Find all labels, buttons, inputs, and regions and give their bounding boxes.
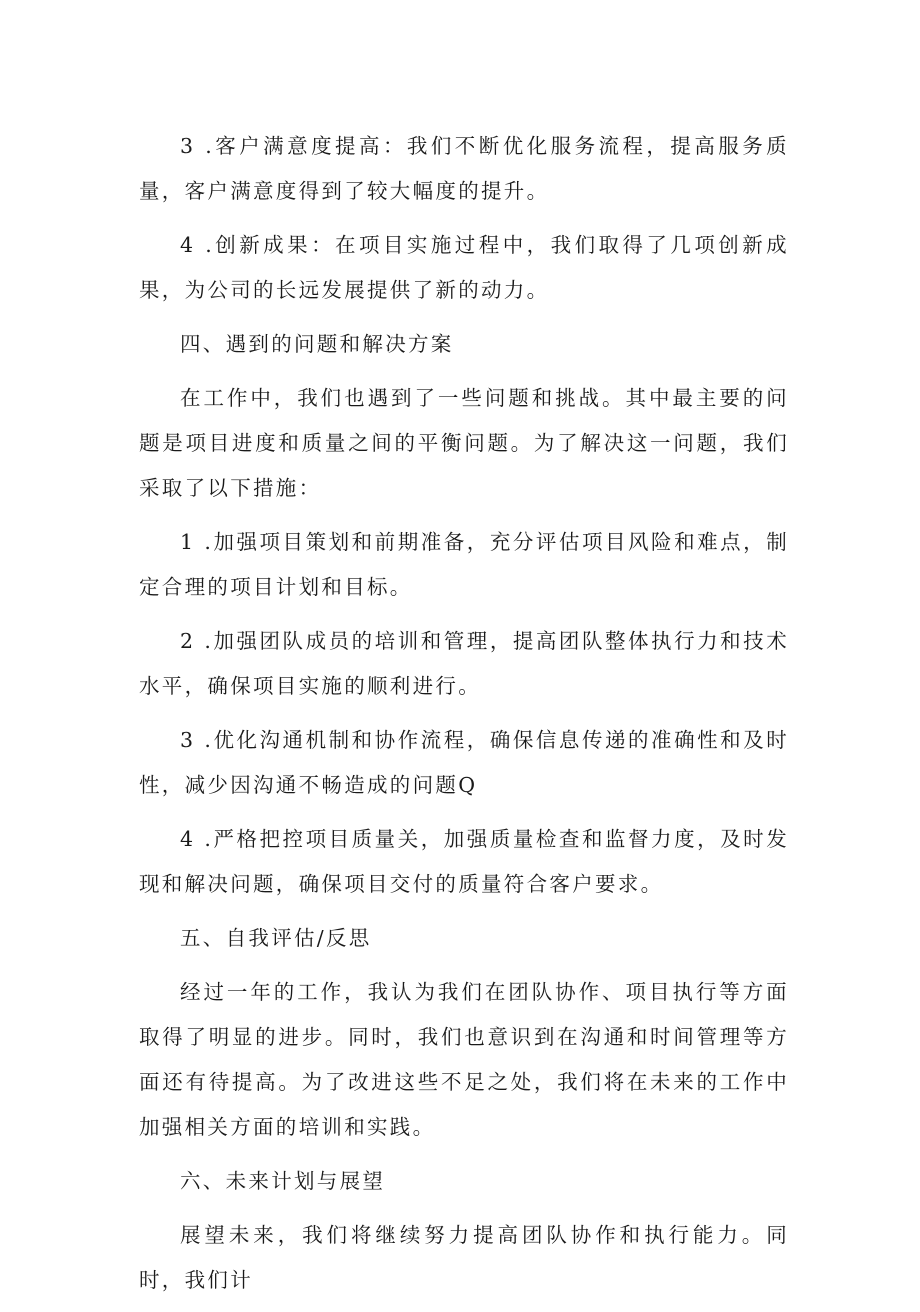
paragraph-problems-intro: 在工作中，我们也遇到了一些问题和挑战。其中最主要的问题是项目进度和质量之间的平衡问题。为了解决这一问题，我们采取了以下措施： (139, 386, 789, 500)
document-body (139, 124, 789, 1312)
paragraph-measure-3: 3 .优化沟通机制和协作流程，确保信息传递的准确性和及时性，减少因沟通不畅造成的问题Q (139, 728, 789, 797)
paragraph-future-plans: 展望未来，我们将继续努力提高团队协作和执行能力。同时，我们计 (139, 1223, 789, 1292)
section-heading-self-evaluation: 五、自我评估/反思 (180, 926, 372, 950)
paragraph-self-evaluation: 经过一年的工作，我认为我们在团队协作、项目执行等方面取得了明显的进步。同时，我们也意识到在沟通和时间管理等方面还有待提高。为了改进这些不足之处，我们将在未来的工作中加强相关方面的培训和实践。 (139, 980, 789, 1139)
paragraph-measure-2: 2 .加强团队成员的培训和管理，提高团队整体执行力和技术水平，确保项目实施的顺利进行。 (139, 629, 789, 698)
section-heading-future-plans: 六、未来计划与展望 (180, 1169, 386, 1193)
paragraph-customer-satisfaction: 3 .客户满意度提高：我们不断优化服务流程，提高服务质量，客户满意度得到了较大幅度的提升。 (139, 134, 789, 203)
paragraph-measure-1: 1 .加强项目策划和前期准备，充分评估项目风险和难点，制定合理的项目计划和目标。 (139, 530, 789, 599)
paragraph-innovation-results: 4 .创新成果：在项目实施过程中，我们取得了几项创新成果，为公司的长远发展提供了新的动力。 (139, 233, 789, 302)
section-heading-problems: 四、遇到的问题和解决方案 (180, 332, 454, 356)
paragraph-measure-4: 4 .严格把控项目质量关，加强质量检查和监督力度，及时发现和解决问题，确保项目交付的质量符合客户要求。 (139, 827, 789, 896)
